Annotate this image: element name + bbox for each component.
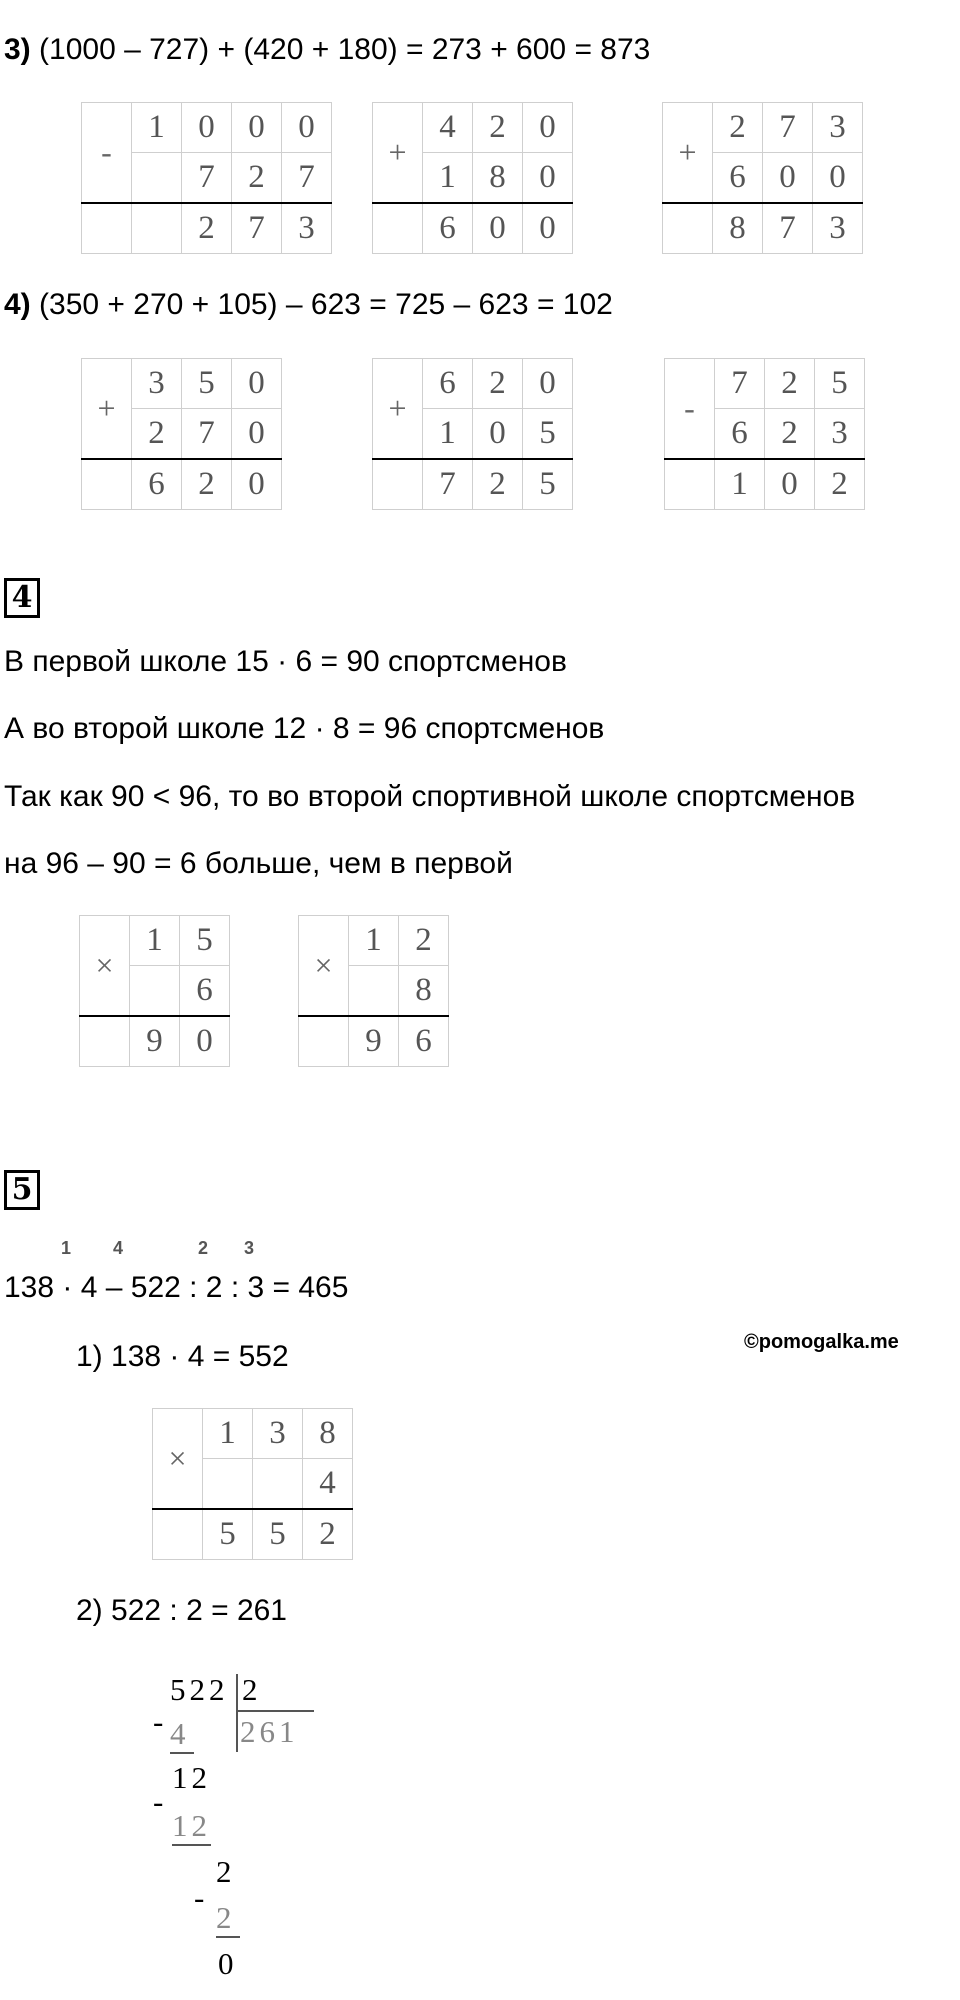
digit-cell: 2 xyxy=(399,916,449,966)
digit-cell: 8 xyxy=(399,966,449,1017)
task-5-number: 5 xyxy=(4,1170,40,1210)
digit-cell: 2 xyxy=(473,359,523,409)
operation-sign: × xyxy=(299,916,349,1017)
subtrahend-2: 12 xyxy=(172,1808,211,1846)
digit-cell: 0 xyxy=(232,409,282,460)
digit-cell: 0 xyxy=(763,153,813,204)
digit-cell: 5 xyxy=(182,359,232,409)
result-row xyxy=(80,1016,230,1067)
digit-cell: 5 xyxy=(523,459,573,510)
task-4-line-2: А во второй школе 12 · 8 = 96 спортсменов xyxy=(4,712,605,745)
digit-cell: 0 xyxy=(523,103,573,153)
order-mark-4: 3 xyxy=(244,1238,255,1258)
empty-cell xyxy=(299,1016,349,1067)
result-row xyxy=(299,1016,449,1067)
digit-cell: 4 xyxy=(423,103,473,153)
empty-cell xyxy=(663,203,713,254)
remainder-1: 12 xyxy=(172,1760,211,1795)
operation-sign: - xyxy=(665,359,715,460)
column-calc-12-times-8 xyxy=(298,915,449,1067)
divisor: 2 xyxy=(242,1672,262,1707)
digit-cell: 3 xyxy=(815,409,865,460)
example-4-expression: 4) (350 + 270 + 105) – 623 = 725 – 623 = 102 xyxy=(4,288,613,321)
result-row xyxy=(82,459,282,510)
digit-cell xyxy=(132,203,182,254)
example-3-expression: 3) (1000 – 727) + (420 + 180) = 273 + 600 = 873 xyxy=(4,33,651,66)
task-5-step-2: 2) 522 : 2 = 261 xyxy=(76,1594,287,1627)
result-row xyxy=(153,1509,353,1560)
digit-cell: 2 xyxy=(303,1509,353,1560)
empty-cell xyxy=(373,459,423,510)
empty-cell xyxy=(82,203,132,254)
digit-cell: 2 xyxy=(132,409,182,460)
digit-cell xyxy=(349,966,399,1017)
digit-cell: 0 xyxy=(523,153,573,204)
column-calc-725-minus-623 xyxy=(664,358,865,510)
operand-row xyxy=(373,359,573,409)
digit-cell: 6 xyxy=(180,966,230,1017)
column-calc-273-plus-600 xyxy=(662,102,863,254)
digit-cell: 1 xyxy=(715,459,765,510)
digit-cell: 2 xyxy=(232,153,282,204)
digit-cell xyxy=(253,1459,303,1510)
task-4-line-3: Так как 90 < 96, то во второй спортивной школе спортсменов xyxy=(4,780,856,813)
digit-cell: 2 xyxy=(182,459,232,510)
digit-cell: 3 xyxy=(253,1409,303,1459)
empty-cell xyxy=(82,459,132,510)
column-calc-1000-minus-727 xyxy=(81,102,332,254)
digit-cell: 0 xyxy=(473,409,523,460)
operation-sign: × xyxy=(80,916,130,1017)
quotient: 261 xyxy=(240,1714,299,1749)
digit-cell: 6 xyxy=(399,1016,449,1067)
digit-cell: 3 xyxy=(282,203,332,254)
digit-cell: 1 xyxy=(130,916,180,966)
digit-cell: 7 xyxy=(182,153,232,204)
digit-cell: 4 xyxy=(303,1459,353,1510)
task-5-step-1: 1) 138 · 4 = 552 xyxy=(76,1340,289,1373)
digit-cell: 7 xyxy=(282,153,332,204)
operation-sign: + xyxy=(82,359,132,460)
digit-cell: 8 xyxy=(303,1409,353,1459)
digit-cell: 9 xyxy=(349,1016,399,1067)
digit-cell: 0 xyxy=(232,359,282,409)
task-4-line-1: В первой школе 15 · 6 = 90 спортсменов xyxy=(4,645,567,678)
digit-cell: 0 xyxy=(473,203,523,254)
task-4-number: 4 xyxy=(4,578,40,618)
result-row xyxy=(373,203,573,254)
digit-cell: 3 xyxy=(813,203,863,254)
digit-cell: 6 xyxy=(132,459,182,510)
digit-cell: 0 xyxy=(180,1016,230,1067)
operand-row xyxy=(373,103,573,153)
digit-cell: 7 xyxy=(763,203,813,254)
operation-sign: × xyxy=(153,1409,203,1510)
digit-cell: 0 xyxy=(182,103,232,153)
column-calc-138-times-4 xyxy=(152,1408,353,1560)
operand-row xyxy=(80,916,230,966)
digit-cell: 6 xyxy=(715,409,765,460)
operation-sign: + xyxy=(373,103,423,204)
operation-sign: + xyxy=(663,103,713,204)
empty-cell xyxy=(153,1509,203,1560)
column-calc-420-plus-180 xyxy=(372,102,573,254)
digit-cell: 9 xyxy=(130,1016,180,1067)
column-calc-15-times-6 xyxy=(79,915,230,1067)
digit-cell: 5 xyxy=(523,409,573,460)
operand-row xyxy=(82,103,332,153)
digit-cell: 3 xyxy=(813,103,863,153)
digit-cell: 7 xyxy=(182,409,232,460)
empty-cell xyxy=(373,203,423,254)
digit-cell: 6 xyxy=(713,153,763,204)
digit-cell: 1 xyxy=(423,409,473,460)
operand-row xyxy=(665,359,865,409)
operation-sign: + xyxy=(373,359,423,460)
digit-cell: 5 xyxy=(180,916,230,966)
digit-cell: 1 xyxy=(349,916,399,966)
empty-cell xyxy=(665,459,715,510)
result-row xyxy=(373,459,573,510)
digit-cell xyxy=(203,1459,253,1510)
digit-cell xyxy=(130,966,180,1017)
result-row xyxy=(663,203,863,254)
division-horizontal-line xyxy=(236,1710,314,1712)
column-calc-350-plus-270 xyxy=(81,358,282,510)
digit-cell: 0 xyxy=(523,203,573,254)
dividend: 522 xyxy=(170,1672,229,1707)
minus-sign-2: - xyxy=(153,1784,164,1819)
operation-sign: - xyxy=(82,103,132,204)
digit-cell: 2 xyxy=(765,359,815,409)
operand-row xyxy=(82,359,282,409)
subtrahend-1: 4 xyxy=(170,1716,194,1754)
long-division-522-by-2 xyxy=(150,1670,350,1990)
digit-cell: 8 xyxy=(473,153,523,204)
digit-cell: 8 xyxy=(713,203,763,254)
digit-cell: 1 xyxy=(203,1409,253,1459)
empty-cell xyxy=(80,1016,130,1067)
digit-cell: 0 xyxy=(523,359,573,409)
digit-cell: 0 xyxy=(813,153,863,204)
order-mark-2: 4 xyxy=(113,1238,124,1258)
digit-cell: 5 xyxy=(253,1509,303,1560)
column-calc-620-plus-105 xyxy=(372,358,573,510)
digit-cell: 1 xyxy=(423,153,473,204)
digit-cell: 7 xyxy=(423,459,473,510)
digit-cell xyxy=(132,153,182,204)
digit-cell: 5 xyxy=(815,359,865,409)
digit-cell: 2 xyxy=(713,103,763,153)
operand-row xyxy=(153,1409,353,1459)
remainder-2: 2 xyxy=(216,1854,236,1889)
digit-cell: 2 xyxy=(815,459,865,510)
watermark: ©pomogalka.me xyxy=(744,1331,899,1353)
digit-cell: 2 xyxy=(473,459,523,510)
task-5-expression: 138 · 4 – 522 : 2 : 3 = 465 xyxy=(4,1271,349,1304)
result-row xyxy=(665,459,865,510)
digit-cell: 0 xyxy=(282,103,332,153)
digit-cell: 3 xyxy=(132,359,182,409)
subtrahend-3: 2 xyxy=(216,1900,240,1938)
operand-row xyxy=(663,103,863,153)
digit-cell: 7 xyxy=(763,103,813,153)
operand-row xyxy=(299,916,449,966)
result-row xyxy=(82,203,332,254)
digit-cell: 2 xyxy=(765,409,815,460)
digit-cell: 0 xyxy=(232,103,282,153)
task-4-line-4: на 96 – 90 = 6 больше, чем в первой xyxy=(4,847,513,880)
digit-cell: 0 xyxy=(765,459,815,510)
digit-cell: 5 xyxy=(203,1509,253,1560)
digit-cell: 6 xyxy=(423,203,473,254)
minus-sign-3: - xyxy=(194,1880,205,1915)
division-vertical-line xyxy=(236,1674,238,1752)
order-mark-1: 1 xyxy=(61,1238,72,1258)
digit-cell: 0 xyxy=(232,459,282,510)
digit-cell: 1 xyxy=(132,103,182,153)
digit-cell: 7 xyxy=(715,359,765,409)
digit-cell: 7 xyxy=(232,203,282,254)
minus-sign-1: - xyxy=(153,1704,164,1739)
digit-cell: 2 xyxy=(182,203,232,254)
order-mark-3: 2 xyxy=(198,1238,209,1258)
digit-cell: 6 xyxy=(423,359,473,409)
remainder-3: 0 xyxy=(218,1946,238,1981)
digit-cell: 2 xyxy=(473,103,523,153)
